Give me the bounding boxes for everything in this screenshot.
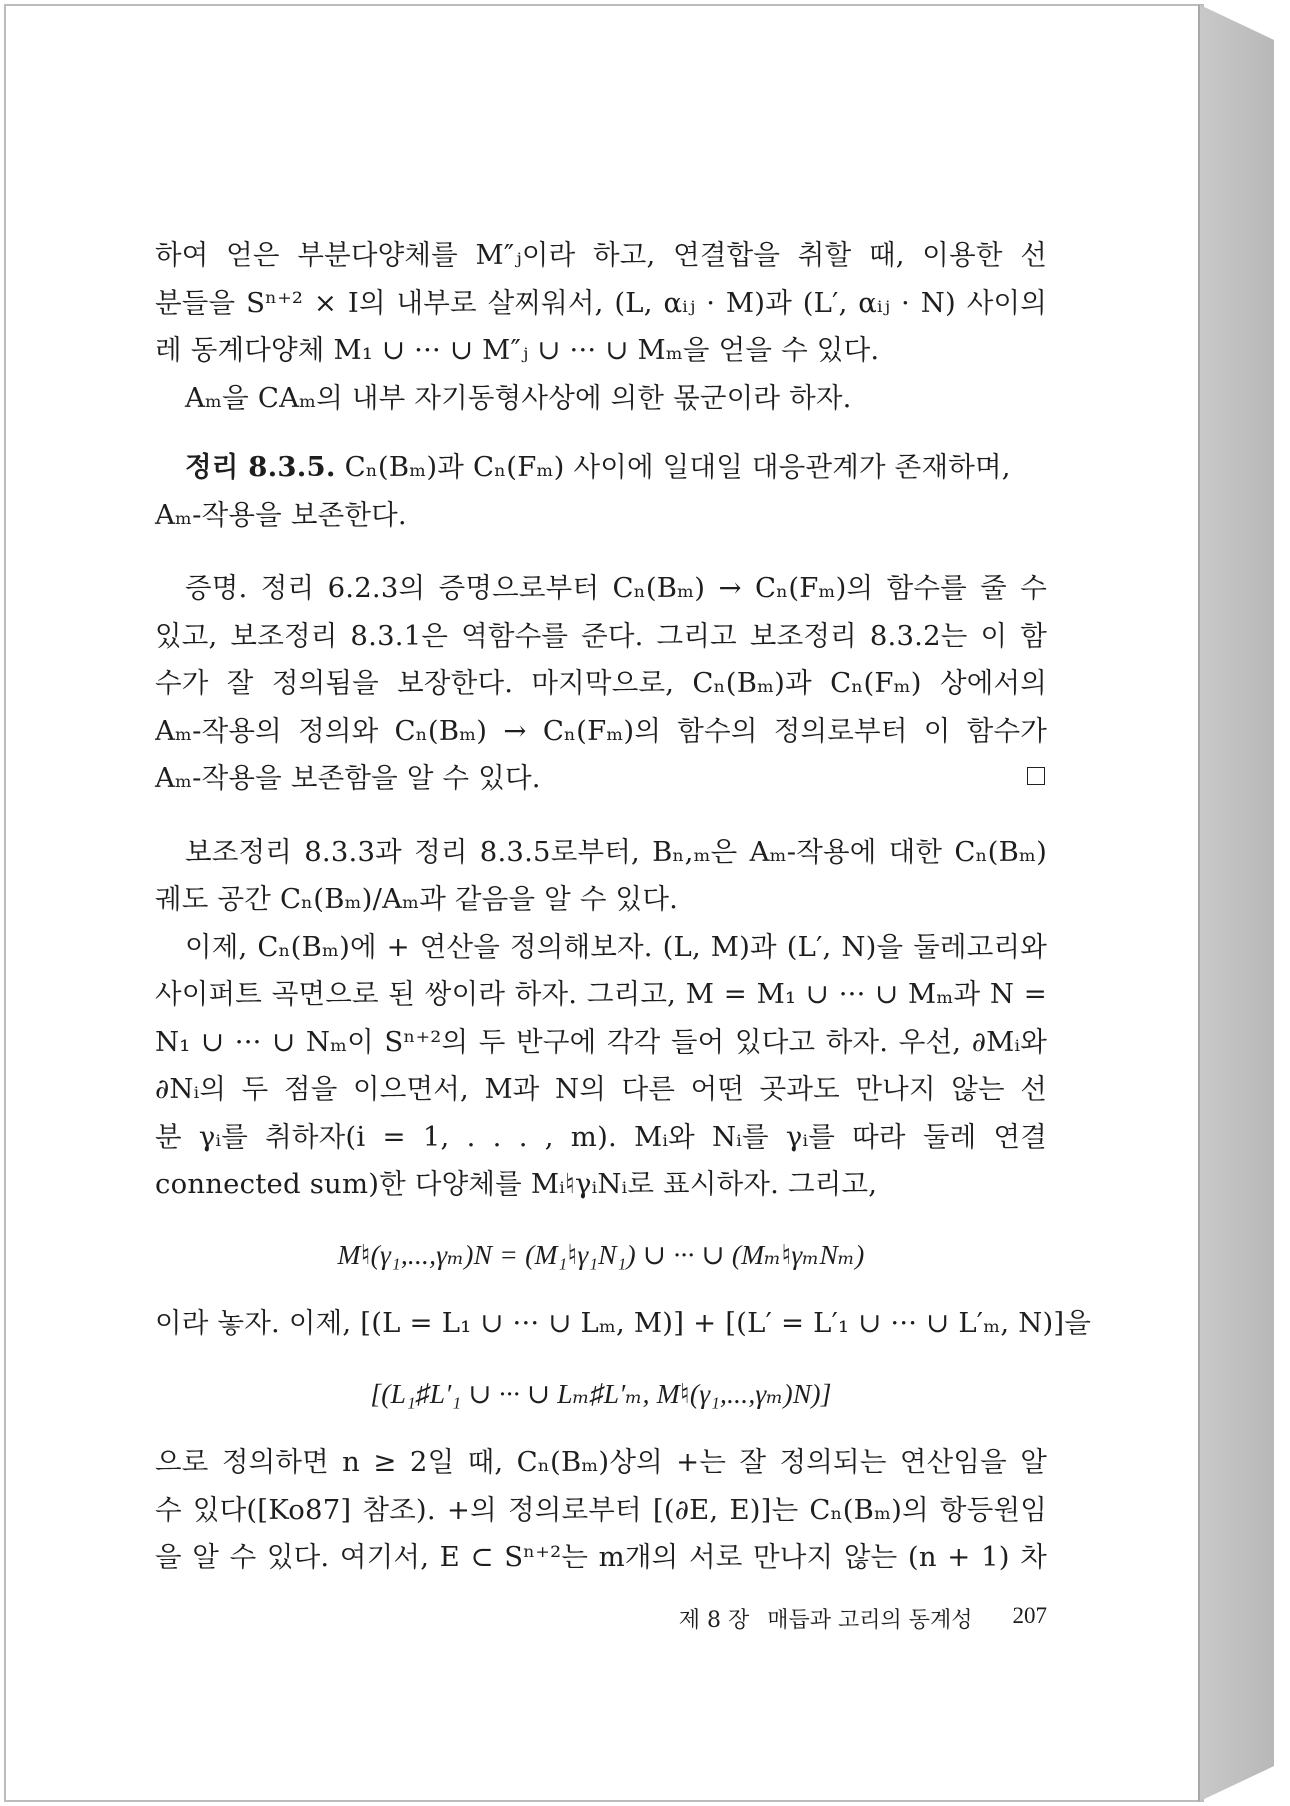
paragraph-line: 수 있다([Ko87] 참조). +의 정의로부터 [(∂E, E)]는 Cₙ(Bₘ)의 항등원임 [155, 1493, 1047, 1526]
paragraph-line: 궤도 공간 Cₙ(Bₘ)/Aₘ과 같음을 알 수 있다. [155, 883, 679, 915]
chapter-number: 제 8 장 [678, 1608, 750, 1633]
spacer [155, 1209, 1047, 1231]
running-footer [600, 1603, 1047, 1634]
proof-line: 증명. 정리 6.2.3의 증명으로부터 Cₙ(Bₘ) → Cₙ(Fₘ)의 함수를 줄 수 [185, 572, 1047, 604]
paragraph-line: 을 알 수 있다. 여기서, E ⊂ Sⁿ⁺²는 m개의 서로 만나지 않는 (n + 1) 차 [155, 1541, 1047, 1573]
page-stack-edge [1198, 4, 1274, 1802]
theorem-label: 정리 8.3.5. [185, 451, 336, 483]
chapter-title: 매듭과 고리의 동계성 [767, 1608, 973, 1633]
paragraph-line: 레 동계다양체 M₁ ∪ ··· ∪ M″ⱼ ∪ ··· ∪ Mₘ을 얻을 수 있다. [155, 334, 880, 366]
proof-text: Aₘ-작용을 보존함을 알 수 있다. [155, 762, 541, 794]
paragraph-line: ∂Nᵢ의 두 점을 이으면서, M과 N의 다른 어떤 곳과도 만나지 않는 선 [155, 1073, 1047, 1105]
proof-line-last [155, 755, 1047, 803]
spacer [155, 1348, 1047, 1370]
paragraph-line: 분 γᵢ를 취하자(i = 1, . . . , m). Mᵢ와 Nᵢ를 γᵢ를 따라 둘레 연결 [155, 1120, 1047, 1153]
page-body [155, 232, 1092, 1582]
paragraph-line: 이제, Cₙ(Bₘ)에 + 연산을 정의해보자. (L, M)과 (L′, N)을 둘레고리와 [185, 930, 1047, 963]
paragraph-line: connected sum)한 다양체를 Mᵢ♮γᵢNᵢ로 표시하자. 그리고, [155, 1168, 878, 1200]
paragraph-line: 으로 정의하면 n ≥ 2일 때, Cₙ(Bₘ)상의 +는 잘 정의되는 연산임을 알 [155, 1446, 1047, 1478]
theorem-line: Aₘ-작용을 보존한다. [155, 498, 407, 531]
theorem-line [155, 444, 1047, 492]
paragraph-line: 사이퍼트 곡면으로 된 쌍이라 하자. 그리고, M = M₁ ∪ ··· ∪ Mₘ과 N = [155, 978, 1047, 1010]
page-number: 207 [1012, 1603, 1047, 1628]
spacer [155, 422, 1047, 444]
paragraph-line: 하여 얻은 부분다양체를 M″ⱼ이라 하고, 연결합을 취할 때, 이용한 선 [155, 239, 1047, 271]
display-equation: M♮(γ₁,...,γₘ)N = (M₁♮γ₁N₁) ∪ ··· ∪ (Mₘ♮γₘNₘ) [337, 1238, 865, 1270]
spacer [155, 1417, 1047, 1439]
spacer [155, 803, 1047, 829]
theorem-text: Cₙ(Bₘ)과 Cₙ(Fₘ) 사이에 일대일 대응관계가 존재하며, [335, 451, 1011, 483]
proof-line: 수가 잘 정의됨을 보장한다. 마지막으로, Cₙ(Bₘ)과 Cₙ(Fₘ) 상에서의 [155, 667, 1047, 699]
qed-square-icon [1027, 767, 1045, 785]
paragraph-line: 이라 놓자. 이제, [(L = L₁ ∪ ··· ∪ Lₘ, M)] + [(L′ = L′₁ ∪ ··· ∪ L′ₘ, N)]을 [155, 1307, 1092, 1339]
paragraph-line: 분들을 Sⁿ⁺² × I의 내부로 살찌워서, (L, αᵢⱼ · M)과 (L′, αᵢⱼ · N) 사이의 [155, 286, 1047, 319]
paragraph-line: 보조정리 8.3.3과 정리 8.3.5로부터, Bₙ,ₘ은 Aₘ-작용에 대한 Cₙ(Bₘ) [185, 835, 1047, 868]
paragraph-line: Aₘ을 CAₘ의 내부 자기동형사상에 의한 몫군이라 하자. [185, 381, 852, 414]
proof-line: Aₘ-작용의 정의와 Cₙ(Bₘ) → Cₙ(Fₘ)의 함수의 정의로부터 이 함수가 [155, 714, 1047, 747]
spacer [155, 1278, 1047, 1300]
spacer [155, 539, 1047, 565]
paragraph-line: N₁ ∪ ··· ∪ Nₘ이 Sⁿ⁺²의 두 반구에 각각 들어 있다고 하자. 우선, ∂Mᵢ와 [155, 1025, 1047, 1058]
display-equation: [(L₁♯L′₁ ∪ ··· ∪ Lₘ♯L′ₘ, M♮(γ₁,...,γₘ)N)] [370, 1377, 832, 1409]
proof-line: 있고, 보조정리 8.3.1은 역함수를 준다. 그리고 보조정리 8.3.2는 이 함 [155, 619, 1047, 652]
